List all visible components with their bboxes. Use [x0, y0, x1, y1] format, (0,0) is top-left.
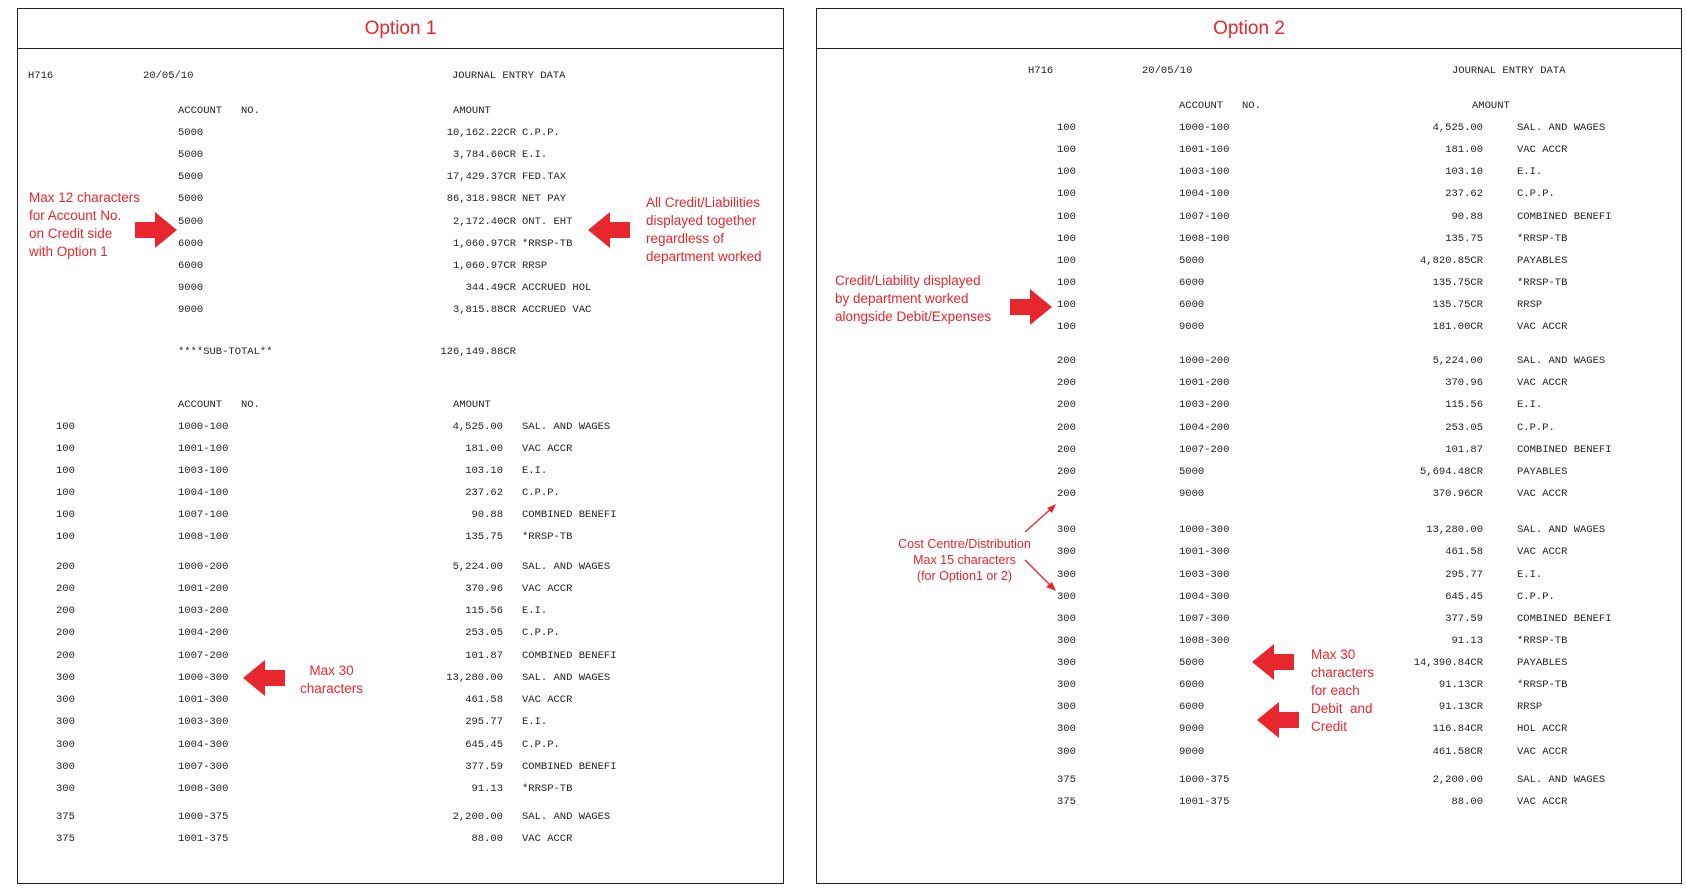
note-credit-by-dept: Credit/Liability displayed by department worked alongside Debit/Expenses — [835, 273, 992, 324]
account-no-cell: 1001-300 — [1179, 546, 1230, 558]
dept-cell: 200 — [1057, 444, 1076, 456]
thin-arrow-icon — [1022, 504, 1062, 594]
amount-header: AMOUNT — [453, 399, 491, 411]
description-cell: ACCRUED HOL — [522, 282, 592, 294]
dept-cell: 300 — [56, 694, 75, 706]
account-no-cell: 6000 — [1179, 679, 1205, 691]
amount-cell: 90.88 — [471, 509, 503, 521]
amount-cell: 1,060.97CR — [452, 238, 516, 250]
description-cell: ACCRUED VAC — [522, 304, 592, 316]
account-no-cell: 1003-200 — [178, 605, 229, 617]
amount-cell: 461.58 — [465, 694, 503, 706]
dept-cell: 100 — [1057, 321, 1076, 333]
amount-cell: 461.58CR — [1432, 746, 1483, 758]
account-no-cell: 6000 — [1179, 701, 1205, 713]
amount-cell: 4,525.00 — [1432, 122, 1483, 134]
amount-cell: 91.13 — [1451, 635, 1483, 647]
description-cell: COMBINED BENEFI — [1517, 444, 1612, 456]
description-cell: VAC ACCR — [522, 833, 573, 845]
account-no-cell: 1004-300 — [178, 739, 229, 751]
account-no-cell: 1004-300 — [1179, 591, 1230, 603]
option2-report — [817, 49, 1681, 875]
amount-cell: 237.62 — [1445, 188, 1483, 200]
amount-cell: 91.13CR — [1438, 701, 1483, 713]
report-code: H716 — [28, 70, 54, 82]
account-no-cell: 1001-375 — [178, 833, 229, 845]
dept-cell: 300 — [56, 739, 75, 751]
dept-cell: 100 — [1057, 211, 1076, 223]
account-no-cell: 1004-100 — [178, 487, 229, 499]
account-no-cell: 5000 — [178, 193, 204, 205]
dept-cell: 300 — [1057, 591, 1076, 603]
account-no-cell: 9000 — [178, 304, 204, 316]
amount-cell: 17,429.37CR — [446, 171, 516, 183]
description-cell: VAC ACCR — [1517, 796, 1568, 808]
dept-cell: 100 — [1057, 188, 1076, 200]
amount-cell: 91.13 — [471, 783, 503, 795]
account-no-cell: 5000 — [178, 149, 204, 161]
dept-cell: 300 — [1057, 723, 1076, 735]
amount-cell: 5,694.48CR — [1419, 466, 1483, 478]
description-cell: SAL. AND WAGES — [522, 561, 611, 573]
amount-cell: 88.00 — [471, 833, 503, 845]
dept-cell: 200 — [1057, 422, 1076, 434]
amount-cell: 253.05 — [1445, 422, 1483, 434]
description-cell: SAL. AND WAGES — [522, 811, 611, 823]
account-no-cell: 1007-300 — [1179, 613, 1230, 625]
account-no-cell: 1007-200 — [1179, 444, 1230, 456]
description-cell: SAL. AND WAGES — [1517, 355, 1606, 367]
description-cell: VAC ACCR — [1517, 321, 1568, 333]
account-no-cell: 1000-100 — [1179, 122, 1230, 134]
description-cell: VAC ACCR — [1517, 746, 1568, 758]
account-no-cell: 1000-200 — [1179, 355, 1230, 367]
amount-cell: 344.49CR — [465, 282, 516, 294]
description-cell: *RRSP-TB — [1517, 277, 1568, 289]
account-no-cell: 5000 — [1179, 657, 1205, 669]
account-no-cell: 1008-100 — [1179, 233, 1230, 245]
account-no-cell: 5000 — [1179, 255, 1205, 267]
amount-cell: 91.13CR — [1438, 679, 1483, 691]
description-cell: ONT. EHT — [522, 216, 573, 228]
amount-cell: 13,280.00 — [446, 672, 503, 684]
dept-cell: 200 — [1057, 399, 1076, 411]
description-cell: FED.TAX — [522, 171, 567, 183]
dept-cell: 300 — [56, 672, 75, 684]
amount-cell: 295.77 — [1445, 569, 1483, 581]
account-no-cell: 1004-200 — [178, 627, 229, 639]
amount-cell: 3,784.60CR — [452, 149, 516, 161]
dept-cell: 200 — [56, 561, 75, 573]
dept-cell: 300 — [56, 783, 75, 795]
subtotal-amount: 126,149.88CR — [440, 346, 516, 358]
amount-cell: 295.77 — [465, 716, 503, 728]
option1-report — [18, 49, 783, 875]
report-title: JOURNAL ENTRY DATA — [452, 70, 566, 82]
dept-cell: 300 — [1057, 569, 1076, 581]
dept-cell: 375 — [56, 811, 75, 823]
dept-cell: 200 — [1057, 466, 1076, 478]
arrow-left-icon — [588, 212, 630, 248]
amount-cell: 370.96CR — [1432, 488, 1483, 500]
account-no-cell: 1008-300 — [1179, 635, 1230, 647]
note-max30: Max 30 characters for each Debit and Credit — [1311, 647, 1375, 734]
amount-cell: 115.56 — [1445, 399, 1483, 411]
dept-cell: 100 — [1057, 233, 1076, 245]
amount-cell: 377.59 — [465, 761, 503, 773]
dept-cell: 300 — [1057, 613, 1076, 625]
account-no-cell: 1004-100 — [1179, 188, 1230, 200]
account-no-cell: 1007-300 — [178, 761, 229, 773]
description-cell: *RRSP-TB — [522, 238, 573, 250]
option2-panel — [816, 8, 1682, 884]
description-cell: *RRSP-TB — [1517, 233, 1568, 245]
description-cell: C.P.P. — [1517, 591, 1555, 603]
amount-cell: 135.75CR — [1432, 299, 1483, 311]
dept-cell: 375 — [1057, 796, 1076, 808]
report-title: JOURNAL ENTRY DATA — [1452, 65, 1566, 77]
description-cell: SAL. AND WAGES — [1517, 524, 1606, 536]
description-cell: PAYABLES — [1517, 466, 1568, 478]
description-cell: C.P.P. — [522, 127, 560, 139]
description-cell: SAL. AND WAGES — [1517, 774, 1606, 786]
account-no-cell: 9000 — [1179, 488, 1205, 500]
amount-cell: 135.75 — [1445, 233, 1483, 245]
dept-cell: 375 — [56, 833, 75, 845]
description-cell: *RRSP-TB — [1517, 679, 1568, 691]
account-no-cell: 1003-100 — [1179, 166, 1230, 178]
amount-cell: 181.00 — [1445, 144, 1483, 156]
description-cell: *RRSP-TB — [1517, 635, 1568, 647]
amount-cell: 645.45 — [465, 739, 503, 751]
amount-cell: 461.58 — [1445, 546, 1483, 558]
report-date: 20/05/10 — [143, 70, 194, 82]
account-no-cell: 1008-300 — [178, 783, 229, 795]
description-cell: RRSP — [1517, 299, 1543, 311]
amount-cell: 4,820.85CR — [1419, 255, 1483, 267]
account-no-cell: 1001-300 — [178, 694, 229, 706]
amount-cell: 116.84CR — [1432, 723, 1483, 735]
option2-title: Option 2 — [817, 9, 1681, 49]
dept-cell: 300 — [1057, 635, 1076, 647]
amount-cell: 5,224.00 — [452, 561, 503, 573]
arrow-right-icon — [135, 212, 177, 248]
description-cell: *RRSP-TB — [522, 783, 573, 795]
account-no-cell: 1001-100 — [1179, 144, 1230, 156]
account-no-cell: 5000 — [1179, 466, 1205, 478]
description-cell: PAYABLES — [1517, 255, 1568, 267]
account-no-cell: 6000 — [1179, 277, 1205, 289]
dept-cell: 300 — [1057, 546, 1076, 558]
amount-cell: 2,200.00 — [452, 811, 503, 823]
account-no-cell: 1003-300 — [178, 716, 229, 728]
description-cell: RRSP — [522, 260, 548, 272]
description-cell: C.P.P. — [522, 487, 560, 499]
description-cell: C.P.P. — [1517, 422, 1555, 434]
description-cell: E.I. — [1517, 166, 1543, 178]
amount-cell: 2,200.00 — [1432, 774, 1483, 786]
dept-cell: 300 — [56, 761, 75, 773]
description-cell: SAL. AND WAGES — [522, 421, 611, 433]
amount-cell: 103.10 — [1445, 166, 1483, 178]
account-no-cell: 1000-375 — [1179, 774, 1230, 786]
account-no-cell: 1001-200 — [1179, 377, 1230, 389]
dept-cell: 200 — [56, 583, 75, 595]
description-cell: E.I. — [522, 716, 548, 728]
dept-cell: 300 — [1057, 679, 1076, 691]
account-no-cell: 9000 — [1179, 723, 1205, 735]
note-max12: Max 12 characters for Account No. on Credit side with Option 1 — [29, 190, 141, 259]
account-no-cell: 6000 — [178, 260, 204, 272]
description-cell: COMBINED BENEFI — [522, 650, 617, 662]
description-cell: VAC ACCR — [522, 443, 573, 455]
description-cell: VAC ACCR — [522, 694, 573, 706]
dept-cell: 200 — [56, 650, 75, 662]
description-cell: E.I. — [1517, 569, 1543, 581]
description-cell: SAL. AND WAGES — [1517, 122, 1606, 134]
account-no-cell: 1000-200 — [178, 561, 229, 573]
description-cell: COMBINED BENEFI — [522, 509, 617, 521]
dept-cell: 200 — [1057, 377, 1076, 389]
dept-cell: 100 — [1057, 277, 1076, 289]
account-no-cell: 9000 — [1179, 746, 1205, 758]
account-no-cell: 1001-100 — [178, 443, 229, 455]
account-no-cell: 1003-100 — [178, 465, 229, 477]
account-no-cell: 1000-375 — [178, 811, 229, 823]
amount-cell: 115.56 — [465, 605, 503, 617]
note-cost-centre: Cost Centre/Distribution Max 15 characters (for Option1 or 2) — [898, 537, 1031, 583]
description-cell: C.P.P. — [522, 627, 560, 639]
report-date: 20/05/10 — [1142, 65, 1193, 77]
report-code: H716 — [1028, 65, 1054, 77]
dept-cell: 300 — [1057, 657, 1076, 669]
dept-cell: 200 — [1057, 488, 1076, 500]
amount-cell: 2,172.40CR — [452, 216, 516, 228]
account-no-cell: 6000 — [178, 238, 204, 250]
description-cell: HOL ACCR — [1517, 723, 1568, 735]
amount-cell: 135.75 — [465, 531, 503, 543]
description-cell: C.P.P. — [522, 739, 560, 751]
dept-cell: 100 — [56, 487, 75, 499]
amount-header: AMOUNT — [453, 105, 491, 117]
note-max30: Max 30 characters — [300, 663, 364, 696]
amount-cell: 103.10 — [465, 465, 503, 477]
arrow-left-icon — [243, 660, 285, 696]
dept-cell: 100 — [56, 531, 75, 543]
amount-cell: 101.87 — [1445, 444, 1483, 456]
dept-cell: 100 — [1057, 166, 1076, 178]
account-no-cell: 1007-200 — [178, 650, 229, 662]
account-no-cell: 1007-100 — [1179, 211, 1230, 223]
arrow-left-icon — [1257, 702, 1299, 738]
amount-cell: 13,280.00 — [1426, 524, 1483, 536]
description-cell: COMBINED BENEFI — [522, 761, 617, 773]
dept-cell: 300 — [1057, 524, 1076, 536]
amount-cell: 101.87 — [465, 650, 503, 662]
dept-cell: 300 — [56, 716, 75, 728]
account-no-cell: 1007-100 — [178, 509, 229, 521]
dept-cell: 300 — [1057, 701, 1076, 713]
account-no-cell: 1000-100 — [178, 421, 229, 433]
amount-cell: 135.75CR — [1432, 277, 1483, 289]
amount-header: AMOUNT — [1472, 100, 1510, 112]
account-no-cell: 9000 — [178, 282, 204, 294]
account-no-cell: 5000 — [178, 171, 204, 183]
subtotal-label: ****SUB-TOTAL** — [178, 346, 273, 358]
description-cell: VAC ACCR — [1517, 144, 1568, 156]
description-cell: NET PAY — [522, 193, 567, 205]
dept-cell: 375 — [1057, 774, 1076, 786]
description-cell: *RRSP-TB — [522, 531, 573, 543]
account-no-cell: 9000 — [1179, 321, 1205, 333]
amount-cell: 88.00 — [1451, 796, 1483, 808]
account-no-header: ACCOUNT NO. — [1179, 100, 1261, 112]
amount-cell: 4,525.00 — [452, 421, 503, 433]
amount-cell: 253.05 — [465, 627, 503, 639]
account-no-header: ACCOUNT NO. — [178, 399, 260, 411]
amount-cell: 14,390.84CR — [1413, 657, 1483, 669]
amount-cell: 237.62 — [465, 487, 503, 499]
amount-cell: 181.00 — [465, 443, 503, 455]
account-no-header: ACCOUNT NO. — [178, 105, 260, 117]
arrow-left-icon — [1252, 644, 1294, 680]
dept-cell: 100 — [1057, 122, 1076, 134]
description-cell: RRSP — [1517, 701, 1543, 713]
amount-cell: 10,162.22CR — [446, 127, 516, 139]
account-no-cell: 1004-200 — [1179, 422, 1230, 434]
description-cell: PAYABLES — [1517, 657, 1568, 669]
amount-cell: 370.96 — [465, 583, 503, 595]
amount-cell: 90.88 — [1451, 211, 1483, 223]
dept-cell: 100 — [1057, 255, 1076, 267]
description-cell: E.I. — [522, 149, 548, 161]
account-no-cell: 1003-200 — [1179, 399, 1230, 411]
account-no-cell: 1001-375 — [1179, 796, 1230, 808]
description-cell: E.I. — [522, 605, 548, 617]
account-no-cell: 1000-300 — [1179, 524, 1230, 536]
arrow-right-icon — [1010, 289, 1052, 325]
account-no-cell: 1003-300 — [1179, 569, 1230, 581]
account-no-cell: 5000 — [178, 127, 204, 139]
account-no-cell: 1001-200 — [178, 583, 229, 595]
dept-cell: 200 — [1057, 355, 1076, 367]
amount-cell: 181.00CR — [1432, 321, 1483, 333]
account-no-cell: 1008-100 — [178, 531, 229, 543]
description-cell: VAC ACCR — [1517, 546, 1568, 558]
dept-cell: 100 — [56, 443, 75, 455]
description-cell: COMBINED BENEFI — [1517, 613, 1612, 625]
amount-cell: 645.45 — [1445, 591, 1483, 603]
account-no-cell: 6000 — [1179, 299, 1205, 311]
description-cell: VAC ACCR — [1517, 488, 1568, 500]
amount-cell: 3,815.88CR — [452, 304, 516, 316]
dept-cell: 100 — [1057, 144, 1076, 156]
description-cell: E.I. — [1517, 399, 1543, 411]
description-cell: E.I. — [522, 465, 548, 477]
amount-cell: 86,318.98CR — [446, 193, 516, 205]
option1-panel — [17, 8, 784, 884]
dept-cell: 200 — [56, 627, 75, 639]
amount-cell: 5,224.00 — [1432, 355, 1483, 367]
option1-title: Option 1 — [18, 9, 783, 49]
description-cell: C.P.P. — [1517, 188, 1555, 200]
description-cell: SAL. AND WAGES — [522, 672, 611, 684]
dept-cell: 100 — [56, 509, 75, 521]
amount-cell: 1,060.97CR — [452, 260, 516, 272]
account-no-cell: 5000 — [178, 216, 204, 228]
note-all-credit: All Credit/Liabilities displayed together regardless of department worked — [646, 195, 762, 264]
description-cell: VAC ACCR — [1517, 377, 1568, 389]
amount-cell: 370.96 — [1445, 377, 1483, 389]
dept-cell: 300 — [1057, 746, 1076, 758]
description-cell: COMBINED BENEFI — [1517, 211, 1612, 223]
account-no-cell: 1000-300 — [178, 672, 229, 684]
description-cell: VAC ACCR — [522, 583, 573, 595]
dept-cell: 200 — [56, 605, 75, 617]
dept-cell: 100 — [56, 465, 75, 477]
dept-cell: 100 — [1057, 299, 1076, 311]
amount-cell: 377.59 — [1445, 613, 1483, 625]
dept-cell: 100 — [56, 421, 75, 433]
